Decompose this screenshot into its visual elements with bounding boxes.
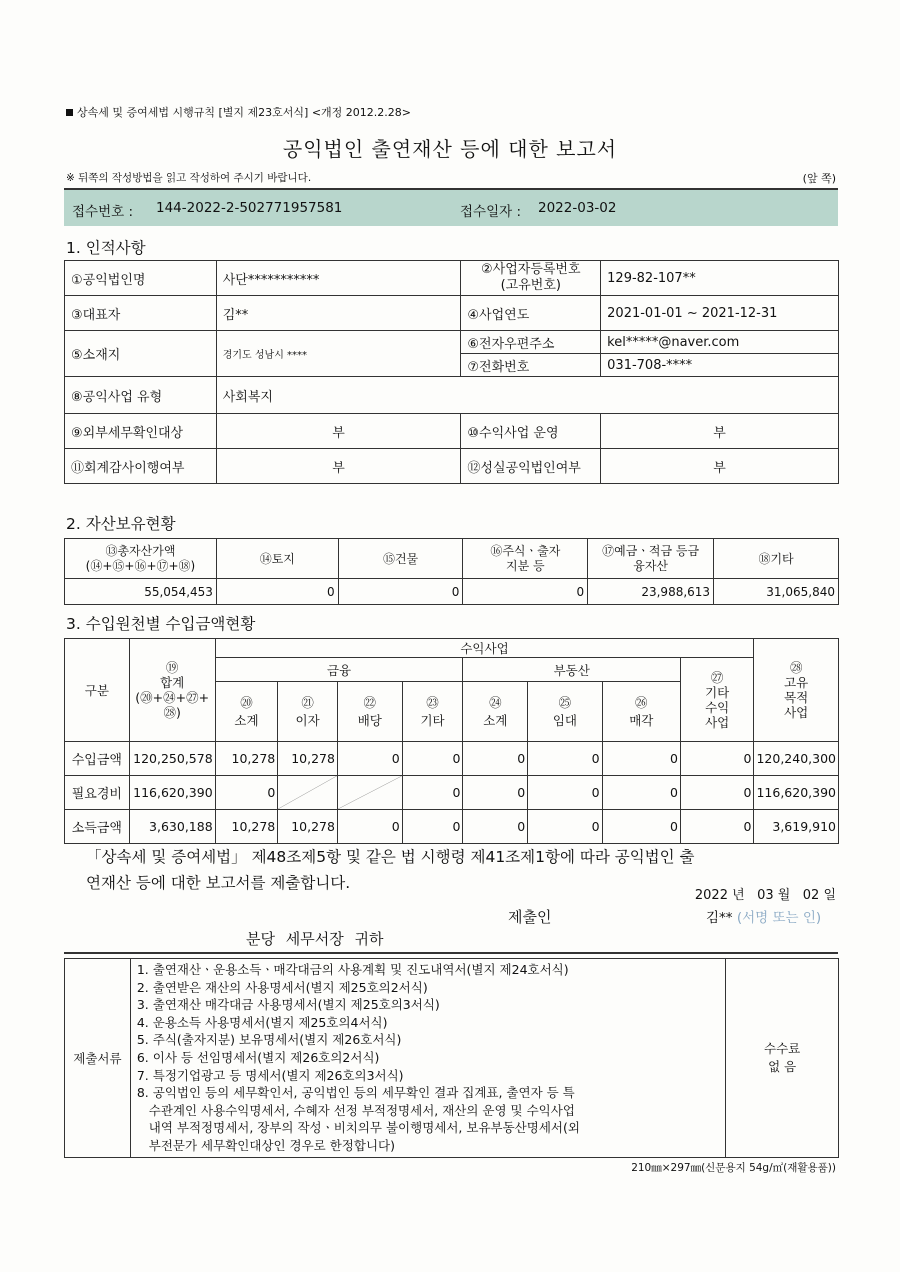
- asset-value-other: 31,065,840: [714, 579, 839, 605]
- cell: 0: [463, 810, 528, 844]
- asset-header-building: ⑮건물: [338, 539, 463, 579]
- documents-table: [64, 958, 839, 1158]
- list-item: 2. 출연받은 재산의 사용명세서(별지 제25호의2서식): [136, 979, 428, 995]
- receipt-bar: [64, 190, 838, 226]
- cell: 10,278: [215, 742, 278, 776]
- asset-header-other: ⑱기타: [714, 539, 839, 579]
- cell: 0: [602, 776, 680, 810]
- documents-label: 제출서류: [65, 959, 131, 1158]
- income-header-fin-other: ㉓ 기타: [402, 682, 463, 742]
- list-item: 3. 출연재산 매각대금 사용명세서(별지 제25호의3서식): [136, 997, 440, 1013]
- cell: 116,620,390: [129, 776, 215, 810]
- table-row: [65, 776, 839, 810]
- list-item: 부전문가 세무확인대상인 경우로 한정합니다): [136, 1137, 395, 1153]
- income-table: [64, 638, 839, 844]
- location-value: 경기도 성남시 ****: [216, 331, 461, 377]
- cell: 10,278: [278, 810, 338, 844]
- receipt-number-label: 접수번호 :: [72, 204, 134, 220]
- cell: 0: [463, 742, 528, 776]
- cell: 0: [680, 742, 753, 776]
- square-bullet-icon: [66, 109, 73, 116]
- identity-table: [64, 260, 839, 484]
- income-header-own: ㉘ 고유 목적 사업: [754, 639, 839, 742]
- recipient-office: 분당 세무서장 귀하: [246, 930, 384, 948]
- asset-header-deposit: ⑰예금ㆍ적금 등금 융자산: [588, 539, 714, 579]
- submitter-label: 제출인: [508, 908, 552, 926]
- cell: 0: [528, 776, 602, 810]
- asset-header-stock: ⑯주식ㆍ출자 지분 등: [463, 539, 588, 579]
- cell: 120,240,300: [754, 742, 839, 776]
- biz-no-value: 129-82-107**: [601, 261, 839, 296]
- ext-tax-label: ⑨외부세무확인대상: [65, 414, 217, 449]
- list-item: 5. 주식(출자지분) 보유명세서(별지 제26호서식): [136, 1032, 402, 1048]
- cell: 0: [528, 742, 602, 776]
- phone-value: 031-708-****: [601, 354, 839, 377]
- section2-title: 2. 자산보유현황: [66, 515, 176, 533]
- phone-label: ⑦전화번호: [461, 354, 601, 377]
- list-item: 7. 특정기업광고 등 명세서(별지 제26호의3서식): [136, 1067, 404, 1083]
- cell: 3,630,188: [129, 810, 215, 844]
- page-side: (앞 쪽): [802, 172, 836, 185]
- list-item: 내역 부적정명세서, 장부의 작성ㆍ비치의무 불이행명세서, 보유부동산명세서(외: [136, 1120, 580, 1136]
- cell: 0: [463, 776, 528, 810]
- submitter-name: 김**: [706, 910, 733, 926]
- row-label-revenue: 수입금액: [65, 742, 130, 776]
- submission-statement: [86, 844, 695, 896]
- instruction-note: ※ 뒤쪽의 작성방법을 읽고 작성하여 주시기 바랍니다.: [66, 172, 312, 184]
- income-header-dividend: ㉒ 배당: [337, 682, 402, 742]
- diagonal-line-icon: [278, 776, 337, 809]
- cell: 0: [680, 810, 753, 844]
- cell: 0: [402, 810, 463, 844]
- receipt-date: 2022-03-02: [538, 200, 617, 216]
- income-header-finance: 금융: [215, 658, 463, 682]
- rep-label: ③대표자: [65, 296, 217, 331]
- date-month-unit: 월: [777, 888, 791, 903]
- receipt-date-label: 접수일자 :: [460, 204, 522, 220]
- statement-line: 「상속세 및 증여세법」 제48조제5항 및 같은 법 시행령 제41조제1항에 따라 공익법인 출: [86, 848, 695, 866]
- table-row: [65, 742, 839, 776]
- list-item: 4. 운용소득 사용명세서(별지 제25호의4서식): [136, 1014, 388, 1030]
- income-header-sale: ㉖ 매각: [602, 682, 680, 742]
- row-label-expense: 필요경비: [65, 776, 130, 810]
- date-day-unit: 일: [823, 888, 836, 903]
- list-item: 6. 이사 등 선임명세서(별지 제26호의2서식): [136, 1049, 380, 1065]
- faithful-value: 부: [601, 449, 839, 484]
- asset-value-land: 0: [216, 579, 338, 605]
- income-header-rent: ㉕ 임대: [528, 682, 602, 742]
- law-reference: 상속세 및 증여세법 시행규칙 [별지 제23호서식] <개정 2012.2.28>: [66, 104, 411, 120]
- asset-value-total: 55,054,453: [65, 579, 217, 605]
- date-year: 2022: [694, 888, 728, 903]
- profit-biz-label: ⑩수익사업 운영: [461, 414, 601, 449]
- cell: 10,278: [215, 810, 278, 844]
- documents-list: [130, 959, 725, 1158]
- cell: 0: [402, 776, 463, 810]
- faithful-label: ⑫성실공익법인여부: [461, 449, 601, 484]
- diagonal-line-icon: [338, 776, 402, 809]
- email-label: ⑥전자우편주소: [461, 331, 601, 354]
- table-row: [65, 810, 839, 844]
- cell: 0: [602, 810, 680, 844]
- cell: 0: [680, 776, 753, 810]
- receipt-number: 144-2022-2-502771957581: [156, 200, 343, 216]
- year-value: 2021-01-01 ~ 2021-12-31: [601, 296, 839, 331]
- asset-value-deposit: 23,988,613: [588, 579, 714, 605]
- cell: 10,278: [278, 742, 338, 776]
- income-header-other-profit: ㉗ 기타 수익 사업: [680, 658, 753, 742]
- document-title: 공익법인 출연재산 등에 대한 보고서: [282, 137, 618, 161]
- cell: 0: [215, 776, 278, 810]
- cell: 116,620,390: [754, 776, 839, 810]
- sign-hint: (서명 또는 인): [736, 910, 822, 926]
- documents-divider: [64, 952, 838, 954]
- income-header-total: ⑲ 합계 (⑳+㉔+㉗+ ㉘): [129, 639, 215, 742]
- email-value: kel*****@naver.com: [601, 331, 839, 354]
- date-year-unit: 년: [732, 888, 745, 903]
- org-name-label: ①공익법인명: [65, 261, 217, 296]
- asset-value-stock: 0: [463, 579, 588, 605]
- diagonal-cell-interest: [278, 776, 338, 810]
- cell: 0: [337, 742, 402, 776]
- cell: 0: [337, 810, 402, 844]
- type-label: ⑧공익사업 유형: [65, 377, 217, 414]
- income-header-interest: ㉑ 이자: [278, 682, 338, 742]
- cell: 0: [528, 810, 602, 844]
- ext-tax-value: 부: [216, 414, 461, 449]
- list-item: 1. 출연재산ㆍ운용소득ㆍ매각대금의 사용계획 및 진도내역서(별지 제24호서식): [136, 962, 569, 977]
- section3-title: 3. 수입원천별 수입금액현황: [66, 615, 256, 633]
- cell: 3,619,910: [754, 810, 839, 844]
- asset-value-building: 0: [338, 579, 463, 605]
- rep-value: 김**: [216, 296, 461, 331]
- audit-label: ⑪회계감사이행여부: [65, 449, 217, 484]
- asset-table: [64, 538, 839, 605]
- audit-value: 부: [216, 449, 461, 484]
- diagonal-cell-dividend: [337, 776, 402, 810]
- profit-biz-value: 부: [601, 414, 839, 449]
- submission-date: [695, 884, 836, 903]
- submitter-signature: [706, 906, 821, 926]
- list-item: 8. 공익법인 등의 세무확인서, 공익법인 등의 세무확인 결과 집계표, 출연자 등 특: [136, 1085, 575, 1101]
- income-header-realestate: 부동산: [463, 658, 680, 682]
- paper-spec: 210㎜×297㎜(신문용지 54g/㎡(재활용품)): [631, 1162, 836, 1174]
- income-header-re-subtotal: ㉔ 소계: [463, 682, 528, 742]
- row-label-income: 소득금액: [65, 810, 130, 844]
- list-item: 수관계인 사용수익명세서, 수혜자 선정 부적정명세서, 재산의 운영 및 수익사업: [136, 1102, 575, 1118]
- org-name-value: 사단***********: [216, 261, 461, 296]
- income-header-profit: 수익사업: [215, 639, 754, 658]
- statement-line: 연재산 등에 대한 보고서를 제출합니다.: [86, 874, 351, 892]
- cell: 0: [402, 742, 463, 776]
- year-label: ④사업연도: [461, 296, 601, 331]
- income-header-fin-subtotal: ⑳ 소계: [215, 682, 278, 742]
- fee-info: 수수료 없 음: [726, 959, 839, 1158]
- cell: 120,250,578: [129, 742, 215, 776]
- asset-header-land: ⑭토지: [216, 539, 338, 579]
- income-header-category: 구분: [65, 639, 130, 742]
- location-label: ⑤소재지: [65, 331, 217, 377]
- date-month: 03: [757, 888, 774, 903]
- cell: 0: [602, 742, 680, 776]
- date-day: 02: [802, 888, 820, 903]
- section1-title: 1. 인적사항: [66, 239, 146, 257]
- type-value: 사회복지: [216, 377, 838, 414]
- asset-header-total: ⑬총자산가액 (⑭+⑮+⑯+⑰+⑱): [65, 539, 217, 579]
- biz-no-label: ②사업자등록번호 (고유번호): [461, 261, 601, 296]
